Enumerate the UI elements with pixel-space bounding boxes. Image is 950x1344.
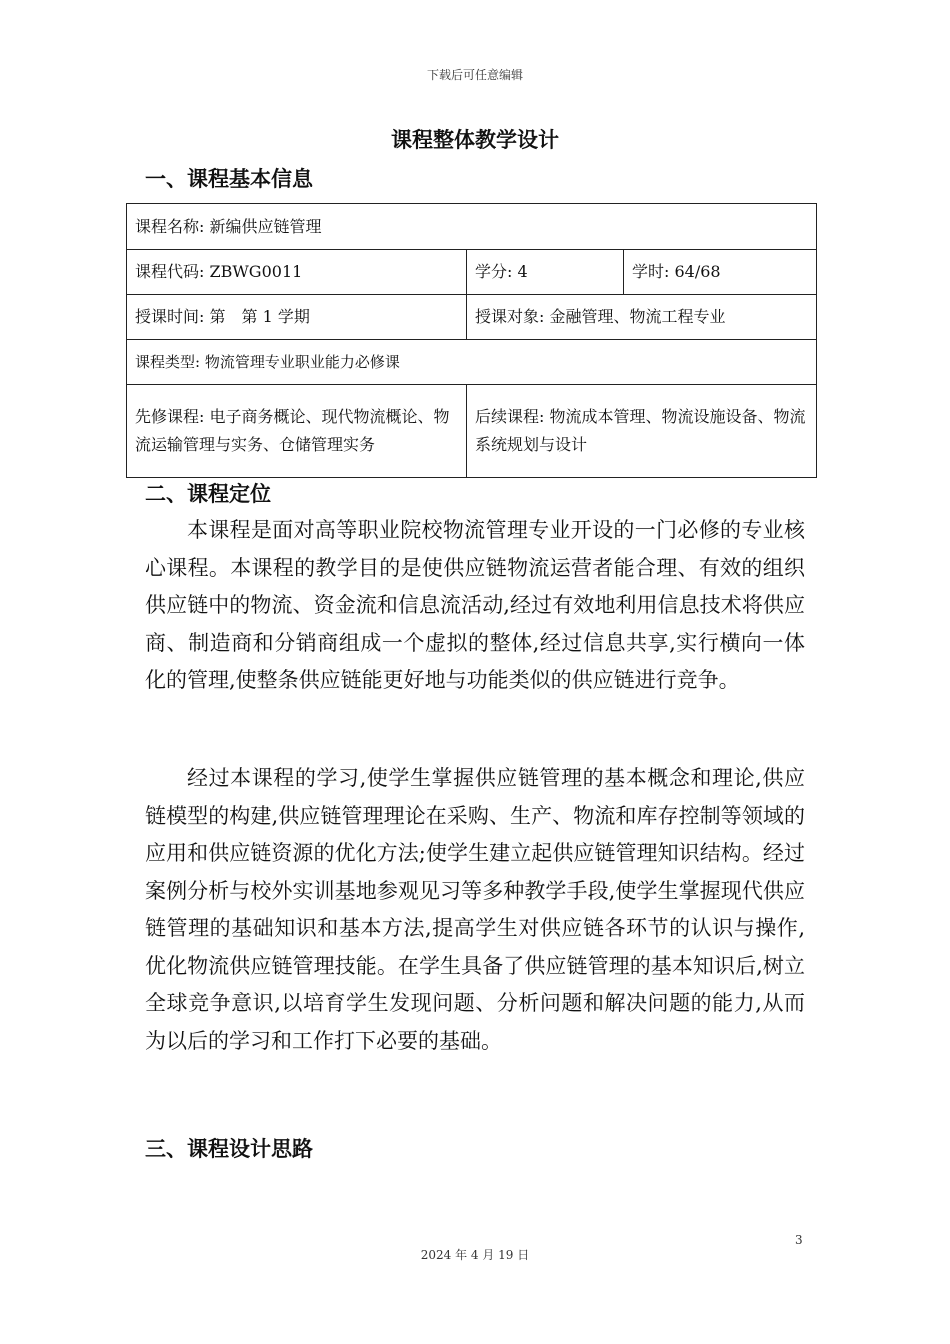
table-row: [127, 250, 817, 295]
document-title: 课程整体教学设计: [391, 128, 559, 152]
table-row: [127, 295, 817, 340]
course-name-cell: 课程名称: 新编供应链管理: [127, 204, 817, 250]
table-row: [127, 340, 817, 385]
course-code-cell: 课程代码: ZBWG0011: [127, 250, 467, 295]
course-info-table: [126, 203, 817, 478]
positioning-paragraph-2: 经过本课程的学习,使学生掌握供应链管理的基本概念和理论,供应链模型的构建,供应链管理理论在采购、生产、物流和库存控制等领域的应用和供应链资源的优化方法;使学生建立起供应链管理知识结构。经过案例分析与校外实训基地参观见习等多种教学手段,使学生掌握现代供应链管理的基础知识和基本方法,提高学生对供应链各环节的认识与操作,优化物流供应链管理技能。在学生具备了供应链管理的基本知识后,树立全球竞争意识,以培育学生发现问题、分析问题和解决问题的能力,从而为以后的学习和工作打下必要的基础。: [145, 766, 805, 1053]
header-note: 下载后可任意编辑: [426, 68, 523, 82]
table-row: [127, 385, 817, 478]
followup-courses-cell: 后续课程: 物流成本管理、物流设施设备、物流系统规划与设计: [467, 385, 817, 478]
prerequisites-cell: 先修课程: 电子商务概论、现代物流概论、物流运输管理与实务、仓储管理实务: [127, 385, 467, 478]
section-heading-basic-info: 一、课程基本信息: [145, 167, 313, 191]
hours-cell: 学时: 64/68: [624, 250, 817, 295]
table-row: [127, 204, 817, 250]
footer-date: 2024 年 4 月 19 日: [420, 1248, 530, 1262]
positioning-paragraph-1: 本课程是面对高等职业院校物流管理专业开设的一门必修的专业核心课程。本课程的教学目的是使供应链物流运营者能合理、有效的组织供应链中的物流、资金流和信息流活动,经过有效地利用信息技术将供应商、制造商和分销商组成一个虚拟的整体,经过信息共享,实行横向一体化的管理,使整条供应链能更好地与功能类似的供应链进行竞争。: [145, 518, 805, 692]
section-heading-positioning: 二、课程定位: [145, 482, 271, 506]
page-number: 3: [795, 1233, 803, 1247]
section-heading-design-approach: 三、课程设计思路: [145, 1137, 313, 1161]
credits-cell: 学分: 4: [467, 250, 624, 295]
audience-cell: 授课对象: 金融管理、物流工程专业: [467, 295, 817, 340]
semester-cell: 授课时间: 第 第 1 学期: [127, 295, 467, 340]
course-type-cell: 课程类型: 物流管理专业职业能力必修课: [127, 340, 817, 385]
